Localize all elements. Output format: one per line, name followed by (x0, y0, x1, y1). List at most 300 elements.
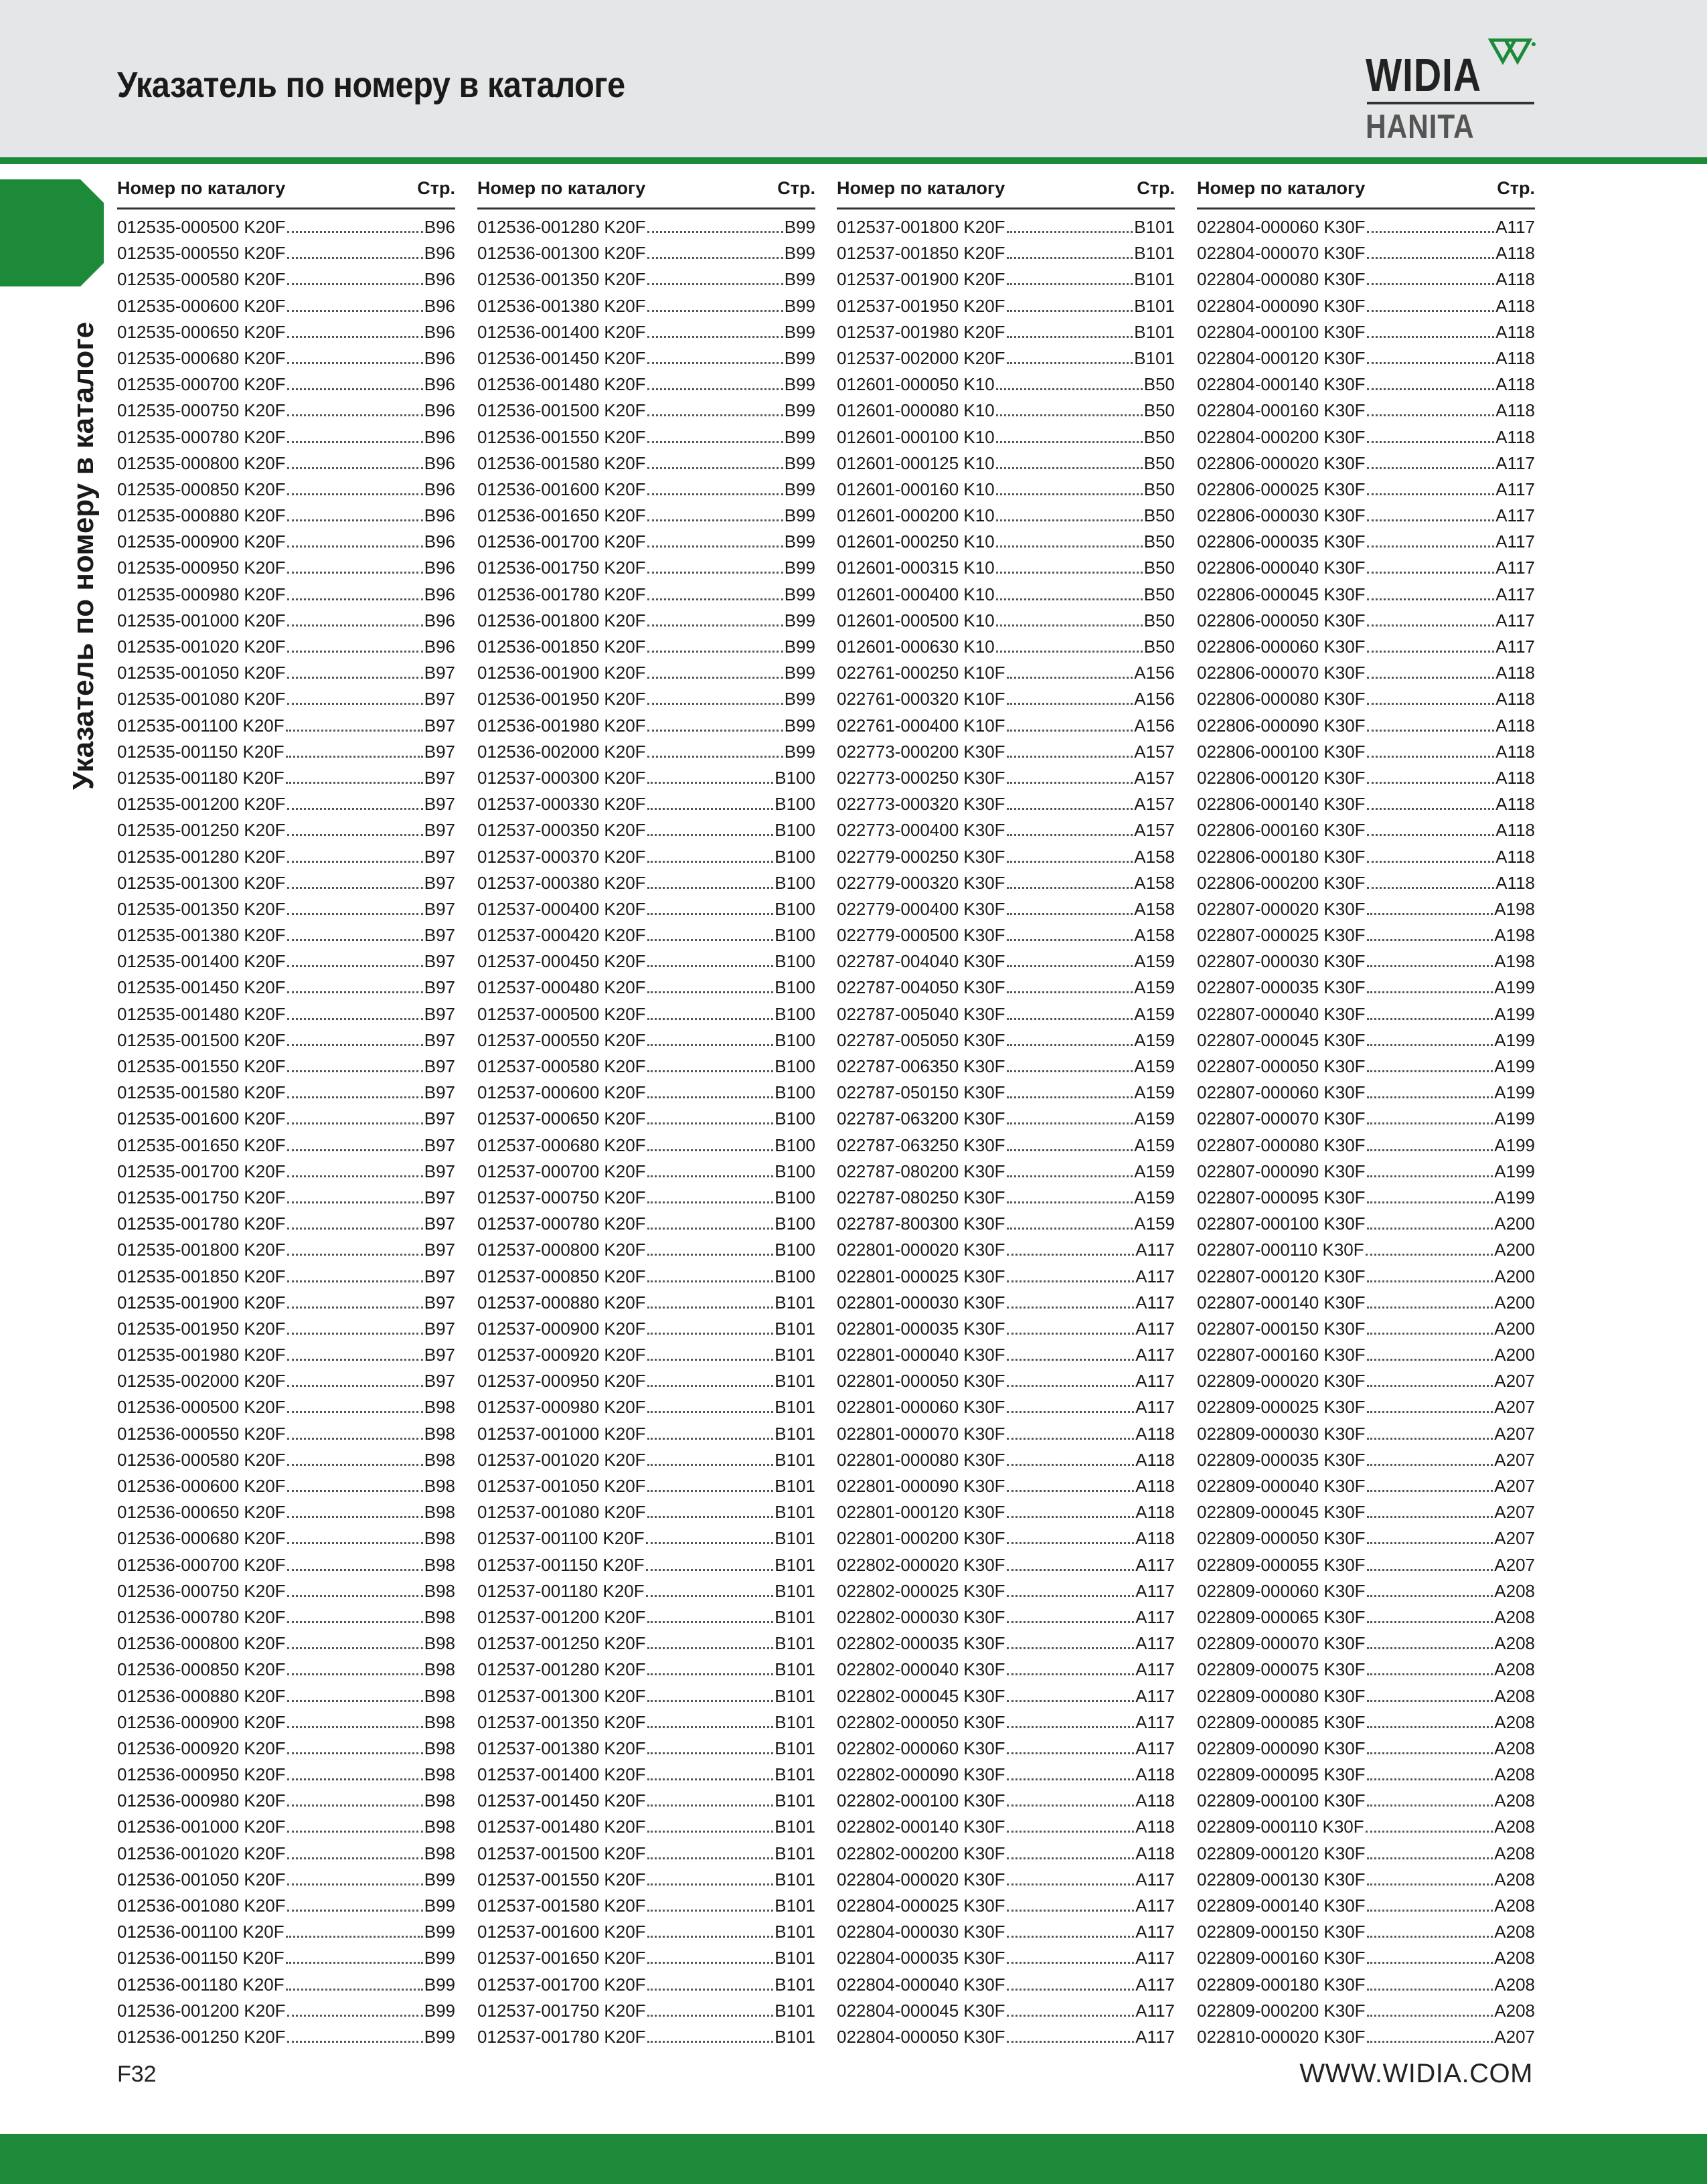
page-reference: B101 (775, 1502, 815, 1523)
dot-leader (1007, 1616, 1135, 1623)
column-header (1197, 173, 1535, 209)
index-entry (1197, 1001, 1535, 1027)
catalog-number: 022809-000075 K30F (1197, 1659, 1366, 1680)
page-reference: A198 (1494, 898, 1535, 919)
dot-leader (996, 540, 1143, 548)
catalog-number: 012537-000370 K20F (477, 846, 646, 867)
page-reference: A198 (1494, 925, 1535, 946)
index-entry (477, 948, 815, 975)
page-reference: A117 (1495, 217, 1535, 237)
index-entry (477, 1919, 815, 1945)
dot-leader (1367, 566, 1495, 574)
page-reference: A118 (1135, 1423, 1175, 1444)
index-entry (1197, 1630, 1535, 1657)
catalog-number: 012536-000850 K20F (117, 1659, 286, 1680)
catalog-number: 012535-001280 K20F (117, 846, 286, 867)
index-entry (1197, 1264, 1535, 1290)
section-tab-marker (0, 179, 104, 286)
dot-leader (647, 1013, 774, 1020)
dot-leader (1367, 881, 1495, 889)
catalog-number: 012537-001100 K20F (477, 1528, 645, 1549)
page-reference: A117 (1495, 531, 1535, 552)
index-entry (117, 1604, 455, 1630)
page-reference: A118 (1495, 846, 1535, 867)
page-reference: B98 (424, 1449, 455, 1470)
dot-leader (1367, 1878, 1493, 1885)
dot-leader (1007, 2009, 1135, 2017)
page-reference: A208 (1494, 1711, 1535, 1732)
dot-leader (647, 1852, 774, 1859)
page-reference: B96 (424, 400, 455, 421)
index-entry (477, 791, 815, 817)
catalog-number: 022807-000100 K30F (1197, 1213, 1366, 1234)
dot-leader (1367, 278, 1495, 285)
page-reference: A118 (1495, 767, 1535, 788)
catalog-number: 012536-001950 K20F (477, 689, 646, 709)
catalog-number: 022801-000120 K30F (837, 1502, 1005, 1523)
page-reference: A117 (1135, 1633, 1175, 1654)
page-reference: A117 (1135, 1266, 1175, 1286)
catalog-number: 012535-000980 K20F (117, 584, 286, 604)
index-entry (477, 1762, 815, 1788)
page-reference: B99 (784, 321, 815, 342)
dot-leader (647, 1196, 774, 1203)
dot-leader (1367, 514, 1495, 521)
index-entry (477, 1841, 815, 1867)
page-reference: A208 (1494, 1817, 1535, 1837)
dot-leader (1367, 2035, 1493, 2043)
logo-divider (1367, 102, 1534, 104)
catalog-number: 022807-000150 K30F (1197, 1318, 1366, 1339)
page-reference: A118 (1135, 1764, 1175, 1785)
catalog-number: 012536-000920 K20F (117, 1738, 286, 1758)
page-reference: B97 (424, 1108, 455, 1129)
catalog-number: 012537-001280 K20F (477, 1659, 646, 1680)
page-reference: A159 (1134, 977, 1175, 998)
dot-leader (287, 1537, 423, 1544)
footer-band (0, 2134, 1707, 2184)
dot-leader (1007, 305, 1133, 312)
index-entry (1197, 922, 1535, 948)
catalog-number: 012536-001900 K20F (477, 663, 646, 683)
dot-leader (1367, 1301, 1493, 1309)
catalog-number: 022801-000080 K30F (837, 1449, 1005, 1470)
dot-leader (1366, 1248, 1493, 1256)
index-entry (117, 1919, 455, 1945)
side-section-label: Указатель по номеру в каталоге (67, 321, 100, 790)
page-reference: B99 (784, 715, 815, 736)
page-reference: A117 (1135, 1659, 1175, 1680)
catalog-number: 012537-001050 K20F (477, 1476, 646, 1496)
page-reference: B98 (424, 1423, 455, 1444)
index-entry (837, 1421, 1175, 1447)
index-entry (477, 1080, 815, 1106)
index-entry (117, 660, 455, 686)
page-reference: B101 (775, 2000, 815, 2021)
page-reference: B98 (424, 1633, 455, 1654)
dot-leader (1367, 1353, 1493, 1361)
index-entry (117, 1683, 455, 1709)
catalog-number: 012535-000780 K20F (117, 426, 286, 447)
dot-leader (287, 1170, 423, 1177)
dot-leader (287, 1904, 423, 1912)
index-entry (477, 1972, 815, 1998)
index-entry (837, 503, 1175, 529)
page-reference: B97 (424, 741, 455, 762)
page-reference: A117 (1135, 1397, 1175, 1418)
catalog-number: 012601-000050 K10 (837, 374, 995, 395)
index-entry (1197, 2024, 1535, 2050)
dot-leader (1007, 803, 1133, 810)
index-entry (837, 1264, 1175, 1290)
page-reference: B97 (424, 767, 455, 788)
catalog-number: 022809-000040 K30F (1197, 1476, 1366, 1496)
index-entry (117, 844, 455, 870)
index-entry (837, 371, 1175, 398)
dot-leader (1007, 881, 1133, 889)
page-reference: B97 (424, 898, 455, 919)
index-entry (837, 1001, 1175, 1027)
catalog-number: 012536-000500 K20F (117, 1397, 286, 1418)
index-entry (117, 1473, 455, 1499)
catalog-number: 012535-001200 K20F (117, 794, 286, 815)
index-entry (1197, 948, 1535, 975)
dot-leader (1007, 278, 1133, 285)
index-entry (1197, 266, 1535, 292)
index-entry (837, 1027, 1175, 1054)
page-reference: B97 (424, 1003, 455, 1024)
page-reference: B101 (1134, 269, 1175, 290)
index-entry (117, 1316, 455, 1342)
dot-leader (1007, 750, 1133, 758)
index-entry (1197, 477, 1535, 503)
catalog-number: 012535-001750 K20F (117, 1187, 286, 1207)
page-reference: A200 (1494, 1318, 1535, 1339)
index-entry (117, 1499, 455, 1525)
index-entry (117, 1237, 455, 1263)
catalog-number: 012601-000315 K10 (837, 558, 995, 578)
dot-leader (1007, 1564, 1135, 1571)
catalog-number: 022806-000200 K30F (1197, 872, 1366, 893)
catalog-number: 022807-000090 K30F (1197, 1161, 1366, 1181)
catalog-number: 012536-000700 K20F (117, 1554, 286, 1575)
header-catalog-number: Номер по каталогу (117, 178, 286, 198)
catalog-number: 012537-000600 K20F (477, 1082, 646, 1103)
index-entry (117, 1998, 455, 2024)
page-reference: B97 (424, 977, 455, 998)
page-reference: A199 (1494, 1135, 1535, 1155)
index-entry (477, 1736, 815, 1762)
page-reference: A199 (1494, 1029, 1535, 1050)
page-reference: B96 (424, 452, 455, 473)
dot-leader (1007, 1721, 1135, 1728)
index-entry (837, 975, 1175, 1001)
page-reference: B101 (775, 1606, 815, 1627)
catalog-number: 022809-000065 K30F (1197, 1606, 1366, 1627)
index-entry (477, 2024, 815, 2050)
catalog-number: 012535-000750 K20F (117, 400, 286, 421)
dot-leader (1007, 1773, 1135, 1780)
page-reference: B97 (424, 1266, 455, 1286)
page-reference: B99 (784, 426, 815, 447)
index-entry (837, 844, 1175, 870)
header-page: Стр. (777, 178, 815, 198)
page-reference: A159 (1134, 1003, 1175, 1024)
index-entry (1197, 293, 1535, 319)
catalog-number: 022804-000045 K30F (837, 2000, 1005, 2021)
page-reference: A117 (1135, 1554, 1175, 1575)
index-entry (837, 555, 1175, 581)
page-reference: B97 (424, 715, 455, 736)
page-reference: B98 (424, 1711, 455, 1732)
page-reference: A200 (1494, 1240, 1535, 1260)
catalog-number: 012537-000580 K20F (477, 1056, 646, 1076)
dot-leader (1007, 1117, 1133, 1124)
dot-leader (996, 514, 1143, 521)
index-entry (837, 686, 1175, 712)
page-reference: B100 (775, 794, 815, 815)
page-reference: A159 (1134, 1029, 1175, 1050)
index-entry (117, 817, 455, 843)
catalog-number: 012537-001780 K20F (477, 2026, 646, 2047)
page-reference: A200 (1494, 1345, 1535, 1365)
index-entry (1197, 1132, 1535, 1159)
page-reference: B99 (784, 400, 815, 421)
dot-leader (1007, 1642, 1135, 1649)
page-reference: B50 (1143, 584, 1175, 604)
page-reference: B50 (1143, 505, 1175, 526)
catalog-number: 022804-000120 K30F (1197, 347, 1366, 368)
page-reference: A208 (1494, 1580, 1535, 1601)
index-entry (837, 1106, 1175, 1132)
index-entry (117, 1657, 455, 1683)
page-reference: B96 (424, 295, 455, 316)
index-entry (1197, 844, 1535, 870)
website-link[interactable]: WWW.WIDIA.COM (1299, 2059, 1533, 2088)
dot-leader (647, 566, 783, 574)
catalog-number: 012536-001380 K20F (477, 295, 646, 316)
page-reference: B99 (784, 243, 815, 264)
page-reference: B98 (424, 1580, 455, 1601)
page-reference: B99 (424, 1948, 455, 1968)
page-reference: B99 (424, 2026, 455, 2047)
dot-leader (287, 593, 423, 600)
dot-leader (1367, 1117, 1493, 1124)
page-reference: A118 (1495, 243, 1535, 264)
dot-leader (287, 1144, 423, 1151)
index-entry (117, 1578, 455, 1604)
index-entry (837, 1394, 1175, 1420)
catalog-number: 012536-001200 K20F (117, 2000, 286, 2021)
page-reference: A118 (1135, 1502, 1175, 1523)
page-reference: B101 (775, 1476, 815, 1496)
catalog-number: 022802-000050 K30F (837, 1711, 1005, 1732)
page-reference: B97 (424, 1161, 455, 1181)
dot-leader (287, 409, 423, 416)
catalog-number: 022801-000200 K30F (837, 1528, 1005, 1549)
catalog-number: 012535-000650 K20F (117, 321, 286, 342)
dot-leader (996, 436, 1143, 443)
page-reference: A200 (1494, 1292, 1535, 1313)
dot-leader (647, 1721, 774, 1728)
catalog-number: 022809-000150 K30F (1197, 1922, 1366, 1942)
dot-leader (287, 514, 423, 521)
page-reference: A118 (1495, 663, 1535, 683)
page-reference: B100 (775, 1240, 815, 1260)
dot-leader (1367, 1537, 1493, 1544)
dot-leader (1007, 1248, 1135, 1256)
index-entry (117, 424, 455, 450)
dot-leader (287, 1327, 423, 1335)
page-reference: A117 (1135, 1922, 1175, 1942)
catalog-number: 012536-001100 K20F (117, 1922, 284, 1942)
page-reference: B97 (424, 1213, 455, 1234)
index-entry (477, 1342, 815, 1368)
catalog-number: 012537-001350 K20F (477, 1711, 646, 1732)
index-entry (1197, 1867, 1535, 1893)
catalog-number: 012535-001250 K20F (117, 820, 286, 841)
page-reference: B50 (1143, 479, 1175, 499)
catalog-number: 022802-000100 K30F (837, 1790, 1005, 1811)
page-reference: A117 (1135, 1580, 1175, 1601)
index-entry (117, 1552, 455, 1578)
dot-leader (287, 488, 423, 495)
dot-leader (996, 619, 1143, 626)
page-reference: B96 (424, 610, 455, 631)
catalog-number: 012537-000880 K20F (477, 1292, 646, 1313)
catalog-number: 012537-000300 K20F (477, 767, 646, 788)
catalog-number: 022779-000500 K30F (837, 925, 1005, 946)
dot-leader (287, 2009, 423, 2017)
catalog-number: 022809-000120 K30F (1197, 1843, 1366, 1863)
catalog-number: 022802-000025 K30F (837, 1580, 1005, 1601)
dot-leader (1367, 252, 1495, 259)
index-entry (1197, 1054, 1535, 1080)
dot-leader (1367, 1511, 1493, 1518)
catalog-number: 012536-001000 K20F (117, 1817, 286, 1837)
dot-leader (287, 1773, 423, 1780)
catalog-number: 022809-000045 K30F (1197, 1502, 1366, 1523)
catalog-number: 012537-001020 K20F (477, 1449, 646, 1470)
page-reference: B99 (784, 558, 815, 578)
catalog-number: 012536-001080 K20F (117, 1896, 286, 1916)
dot-leader (1367, 934, 1493, 941)
index-entry (1197, 1945, 1535, 1971)
page-reference: B99 (784, 689, 815, 709)
index-entry (1197, 1604, 1535, 1630)
page-reference: B97 (424, 794, 455, 815)
catalog-number: 022810-000020 K30F (1197, 2026, 1366, 2047)
page-reference: A159 (1134, 1213, 1175, 1234)
catalog-number: 012535-001600 K20F (117, 1108, 286, 1129)
catalog-number: 022801-000050 K30F (837, 1371, 1005, 1392)
page-reference: B98 (424, 1528, 455, 1549)
page-reference: B101 (775, 1764, 815, 1785)
dot-leader (1367, 750, 1495, 758)
catalog-number: 012535-000500 K20F (117, 217, 286, 237)
index-entry (477, 1814, 815, 1840)
index-entry (837, 1159, 1175, 1185)
index-entry (837, 1893, 1175, 1919)
dot-leader (647, 855, 774, 863)
dot-leader (1007, 252, 1133, 259)
page-reference: A118 (1495, 426, 1535, 447)
dot-leader (647, 1039, 774, 1046)
page-reference: B100 (775, 951, 815, 972)
index-entry (477, 555, 815, 581)
page-reference: B97 (424, 1345, 455, 1365)
index-entry (477, 713, 815, 739)
dot-leader (1367, 1773, 1493, 1780)
index-entry (1197, 345, 1535, 371)
dot-leader (647, 776, 774, 784)
catalog-number: 012537-000550 K20F (477, 1029, 646, 1050)
dot-leader (1007, 1956, 1135, 1964)
page-reference: B50 (1143, 531, 1175, 552)
dot-leader (287, 1878, 423, 1885)
catalog-number: 022807-000095 K30F (1197, 1187, 1366, 1207)
index-entry (477, 345, 815, 371)
index-entry (1197, 1185, 1535, 1211)
index-entry (477, 477, 815, 503)
catalog-number: 012535-001000 K20F (117, 610, 286, 631)
catalog-number: 012535-001150 K20F (117, 741, 284, 762)
catalog-number: 022804-000050 K30F (837, 2026, 1005, 2047)
dot-leader (287, 1353, 423, 1361)
catalog-number: 012601-000200 K10 (837, 505, 995, 526)
dot-leader (1367, 1091, 1493, 1098)
page-reference: B99 (784, 269, 815, 290)
index-entry (837, 582, 1175, 608)
catalog-number: 022773-000200 K30F (837, 741, 1005, 762)
page-reference: A118 (1495, 794, 1535, 815)
page-reference: B101 (775, 1738, 815, 1758)
index-entry (837, 1683, 1175, 1709)
column-header (837, 173, 1175, 209)
index-entry (477, 529, 815, 555)
index-entry (837, 1316, 1175, 1342)
index-column-2 (477, 173, 815, 2047)
dot-leader (1367, 1564, 1493, 1571)
index-entry (117, 765, 455, 791)
page-reference: A118 (1135, 1843, 1175, 1863)
catalog-number: 012536-000650 K20F (117, 1502, 286, 1523)
page-reference: B101 (775, 1659, 815, 1680)
catalog-number: 012535-001400 K20F (117, 951, 286, 972)
header-page: Стр. (1497, 178, 1535, 198)
dot-leader (1007, 1013, 1133, 1020)
index-entry (837, 477, 1175, 503)
catalog-number: 022809-000080 K30F (1197, 1685, 1366, 1706)
dot-leader (287, 908, 423, 915)
index-entry (837, 1762, 1175, 1788)
dot-leader (286, 1983, 423, 1991)
dot-leader (996, 566, 1143, 574)
page-reference: A207 (1494, 1371, 1535, 1392)
dot-leader (286, 750, 423, 758)
dot-leader (996, 462, 1143, 469)
widia-triangle-icon (1488, 37, 1536, 72)
header-catalog-number: Номер по каталогу (477, 178, 646, 198)
page-reference: A208 (1494, 1685, 1535, 1706)
page-reference: B101 (775, 1554, 815, 1575)
catalog-number: 012537-001600 K20F (477, 1922, 646, 1942)
page-reference: A207 (1494, 1397, 1535, 1418)
dot-leader (1367, 409, 1495, 416)
dot-leader (287, 1695, 423, 1702)
index-entry (477, 686, 815, 712)
index-entry (117, 1421, 455, 1447)
